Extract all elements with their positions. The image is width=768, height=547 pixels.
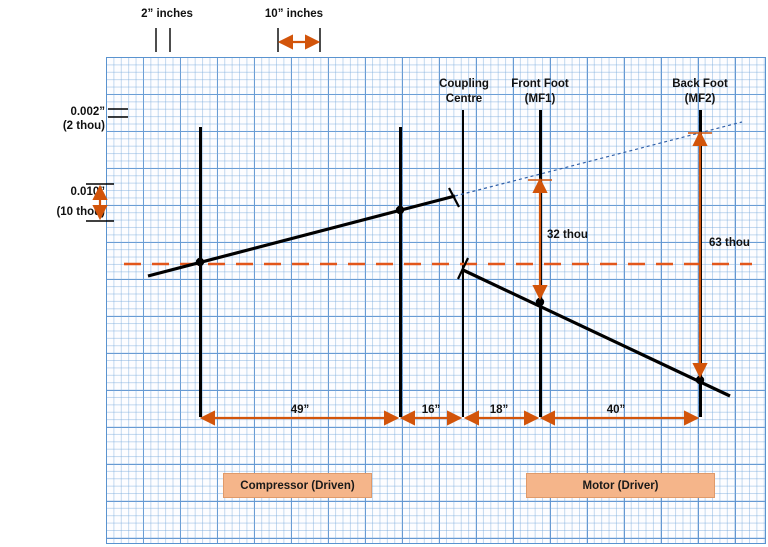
back-foot-label-line1: Back Foot bbox=[672, 78, 728, 90]
top-scale-10inch-label: 10” inches bbox=[264, 8, 324, 20]
back-foot-label-line2: (MF2) bbox=[684, 93, 716, 105]
point-front-foot bbox=[536, 298, 544, 306]
front-foot-measurement-label: 32 thou bbox=[547, 229, 588, 241]
left-scale-0010-value: 0.010” bbox=[70, 186, 105, 198]
dimension-label-40: 40” bbox=[606, 404, 626, 416]
dimension-label-18: 18” bbox=[489, 404, 509, 416]
machine-box-motor: Motor (Driver) bbox=[526, 473, 715, 498]
point-compressor-inboard bbox=[196, 258, 204, 266]
left-scale-0002-unit: (2 thou) bbox=[62, 120, 105, 132]
top-scale-2inch-label: 2” inches bbox=[141, 8, 193, 20]
dimension-label-49: 49” bbox=[290, 404, 310, 416]
driver-shaft-start-tick bbox=[458, 258, 468, 279]
front-foot-label-line1: Front Foot bbox=[511, 78, 569, 90]
dimension-label-16: 16” bbox=[421, 404, 441, 416]
point-back-foot bbox=[696, 376, 704, 384]
point-compressor-outboard bbox=[396, 206, 404, 214]
front-foot-label-line2: (MF1) bbox=[524, 93, 556, 105]
left-scale-0010-unit: (10 thou) bbox=[56, 206, 105, 218]
coupling-centre-label-line2: Centre bbox=[445, 93, 483, 105]
left-scale-0002-value: 0.002” bbox=[70, 106, 105, 118]
machine-box-compressor: Compressor (Driven) bbox=[223, 473, 372, 498]
coupling-centre-label-line1: Coupling bbox=[439, 78, 489, 90]
driver-shaft-line bbox=[463, 270, 730, 396]
back-foot-measurement-label: 63 thou bbox=[709, 237, 750, 249]
